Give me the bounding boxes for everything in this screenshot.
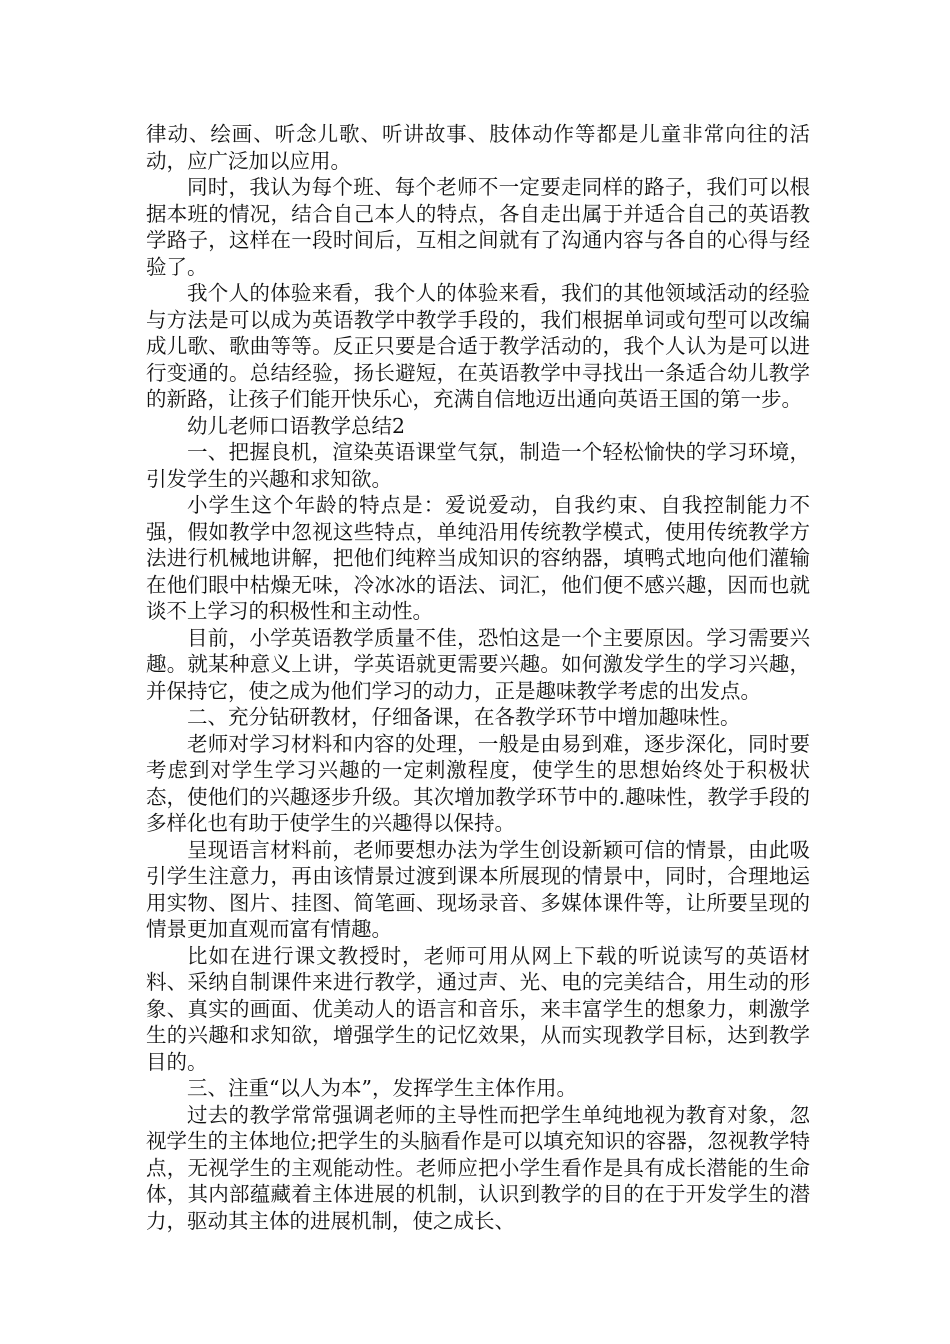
paragraph-3: 我个人的体验来看，我个人的体验来看，我们的其他领域活动的经验与方法是可以成为英语教学中教学手段的，我们根据单词或句型可以改编成儿歌、歌曲等等。反正只要是合适于教学活动的，我个人认为是可以进行变通的。总结经验，扬长避短，在英语教学中寻找出一条适合幼儿教学的新路，让孩子们能开快乐心，充满自信地迈出通向英语王国的第一步。 [146,281,810,411]
paragraph-1: 律动、绘画、听念儿歌、听讲故事、肢体动作等都是儿童非常向往的活动，应广泛加以应用。 [146,122,810,173]
section-title: 幼儿老师口语教学总结2 [187,413,406,438]
paragraph-7: 目前，小学英语教学质量不佳，恐怕这是一个主要原因。学习需要兴趣。就某种意义上讲，学英语就更需要兴趣。如何激发学生的学习兴趣，并保持它，使之成为他们学习的动力，正是趣味教学考虑的出发点。 [146,625,810,703]
paragraph-11: 比如在进行课文教授时，老师可用从网上下载的听说读写的英语材料、采纳自制课件来进行教学，通过声、光、电的完美结合，用生动的形象、真实的画面、优美动人的语言和音乐，来丰富学生的想象力，刺激学生的兴趣和求知欲，增强学生的记忆效果，从而实现教学目标，达到教学目的。 [146,943,810,1074]
paragraph-6: 小学生这个年龄的特点是：爱说爱动，自我约束、自我控制能力不强，假如教学中忽视这些特点，单纯沿用传统教学模式，使用传统教学方法进行机械地讲解，把他们纯粹当成知识的容纳器，填鸭式地向他们灌输在他们眼中枯燥无味，冷冰冰的语法、词汇，他们便不感兴趣，因而也就谈不上学习的积极性和主动性。 [146,493,810,623]
heading-3: 三、注重“以人为本”，发挥学生主体作用。 [187,1076,577,1100]
document-body [146,121,810,1234]
paragraph-13: 过去的教学常常强调老师的主导性而把学生单纯地视为教育对象，忽视学生的主体地位;把学生的头脑看作是可以填充知识的容器，忽视教学特点，无视学生的主观能动性。老师应把小学生看作是具有成长潜能的生命体，其内部蕴藏着主体进展的机制，认识到教学的目的在于开发学生的潜力，驱动其主体的进展机制，使之成长、 [146,1102,810,1233]
paragraph-9: 老师对学习材料和内容的处理，一般是由易到难，逐步深化，同时要考虑到对学生学习兴趣的一定刺激程度，使学生的思想始终处于积极状态，使他们的兴趣逐步升级。其次增加教学环节中的.趣味性，教学手段的多样化也有助于使学生的兴趣得以保持。 [146,731,810,835]
heading-1: 一、把握良机，渲染英语课堂气氛，制造一个轻松愉快的学习环境，引发学生的兴趣和求知欲。 [146,440,810,491]
paragraph-2: 同时，我认为每个班、每个老师不一定要走同样的路子，我们可以根据本班的情况，结合自己本人的特点，各自走出属于并适合自己的英语教学路子，这样在一段时间后，互相之间就有了沟通内容与各自的心得与经验了。 [146,175,810,279]
heading-2: 二、充分钻研教材，仔细备课，在各教学环节中增加趣味性。 [187,705,741,729]
paragraph-10: 呈现语言材料前，老师要想办法为学生创设新颖可信的情景，由此吸引学生注意力，再由该情景过渡到课本所展现的情景中，同时，合理地运用实物、图片、挂图、简笔画、现场录音、多媒体课件等，让所要呈现的情景更加直观而富有情趣。 [146,837,810,941]
